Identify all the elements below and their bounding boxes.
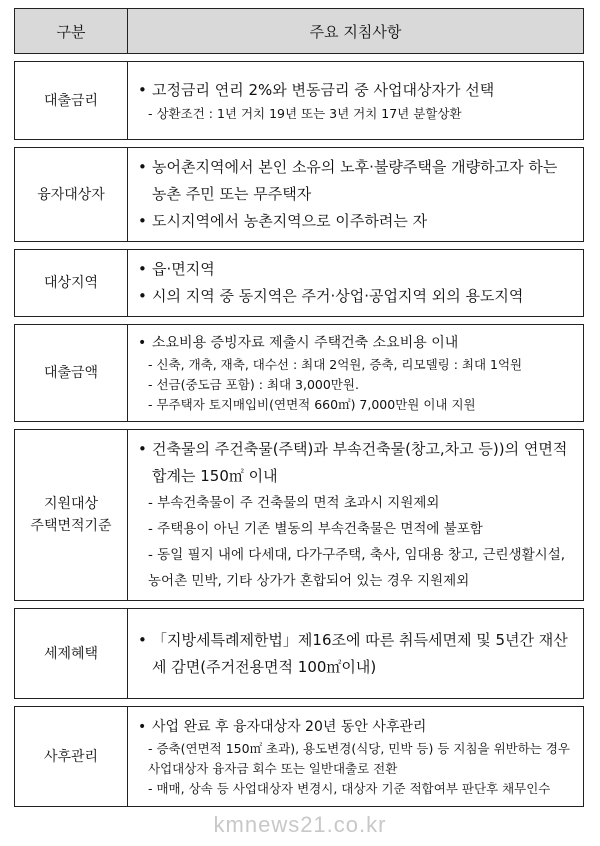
sub-item: - 매매, 상속 등 사업대상자 변경시, 대상자 기준 적합여부 판단후 채무인수: [148, 780, 551, 796]
row-label: 사후관리: [15, 707, 128, 807]
row-label-line2: 주택면적기준: [30, 518, 112, 534]
sub-item: - 증축(연면적 150㎡ 초과), 용도변경(식당, 민박 등) 등 지침을 위반하는 경우 사업대상자 융자금 회수 또는 일반대출로 전환: [148, 740, 571, 776]
site-watermark: kmnews21.co.kr: [213, 812, 387, 837]
row-label: 대출금액: [15, 325, 128, 422]
row-spacer: [15, 140, 584, 148]
row-label: 대상지역: [15, 250, 128, 317]
guidelines-table-wrapper: [14, 8, 584, 807]
sub-item: - 동일 필지 내에 다세대, 다가구주택, 축사, 임대용 창고, 근린생활시설, 농어촌 민박, 기타 상가가 혼합되어 있는 경우 지원제외: [148, 547, 566, 589]
row-spacer: [15, 317, 584, 325]
row-content: [128, 609, 584, 699]
sub-item: - 부속건축물이 주 건축물의 면적 초과시 지원제외: [148, 495, 440, 511]
row-spacer: [15, 601, 584, 609]
row-spacer: [15, 54, 584, 62]
row-spacer: [15, 422, 584, 430]
row-label: 대출금리: [15, 62, 128, 140]
row-label-line1: 지원대상: [43, 496, 99, 512]
sub-item: - 상환조건 : 1년 거치 19년 또는 3년 거치 17년 분할상환: [148, 106, 462, 121]
row-spacer: [15, 699, 584, 707]
bullet-item: • 고정금리 연리 2%와 변동금리 중 사업대상자가 선택: [138, 77, 573, 104]
table-row: [15, 609, 584, 699]
header-category: 구분: [15, 9, 128, 54]
row-spacer: [15, 242, 584, 250]
row-content: [128, 707, 584, 807]
row-content: [128, 430, 584, 601]
table-row: [15, 430, 584, 601]
sub-item: - 무주택자 토지매입비(연면적 660㎡) 7,000만원 이내 지원: [148, 397, 476, 412]
row-content: [128, 62, 584, 140]
bullet-item: • 읍·면지역: [138, 256, 573, 283]
bullet-item: • 시의 지역 중 동지역은 주거·상업·공업지역 외의 용도지역: [138, 283, 573, 310]
bullet-item: • 건축물의 주건축물(주택)과 부속건축물(창고,차고 등))의 연면적 합계는 150㎡ 이내: [138, 436, 573, 490]
table-row: [15, 707, 584, 807]
table-header-row: [15, 9, 584, 54]
guidelines-table: [14, 8, 584, 807]
sub-item: - 주택용이 아닌 기존 별동의 부속건축물은 면적에 불포함: [148, 521, 483, 537]
header-guidelines: 주요 지침사항: [128, 9, 584, 54]
bullet-item: • 도시지역에서 농촌지역으로 이주하려는 자: [138, 208, 573, 235]
row-label: [15, 430, 128, 601]
row-content: [128, 325, 584, 422]
row-content: [128, 250, 584, 317]
row-content: [128, 148, 584, 242]
bullet-item: • 소요비용 증빙자료 제출시 주택건축 소요비용 이내: [138, 331, 573, 355]
bullet-item: • 「지방세특례제한법」제16조에 따른 취득세면제 및 5년간 재산세 감면(주거전용면적 100㎡이내): [138, 627, 573, 681]
table-row: [15, 148, 584, 242]
bullet-item: • 농어촌지역에서 본인 소유의 노후·불량주택을 개량하고자 하는 농촌 주민 또는 무주택자: [138, 154, 573, 208]
table-row: [15, 62, 584, 140]
table-row: [15, 250, 584, 317]
table-row: [15, 325, 584, 422]
sub-item: - 신축, 개축, 재축, 대수선 : 최대 2억원, 증축, 리모델링 : 최대 1억원: [148, 357, 523, 372]
row-label: 세제혜택: [15, 609, 128, 699]
row-label: 융자대상자: [15, 148, 128, 242]
sub-item: - 선금(중도금 포함) : 최대 3,000만원.: [148, 377, 359, 392]
bullet-item: • 사업 완료 후 융자대상자 20년 동안 사후관리: [138, 715, 573, 739]
